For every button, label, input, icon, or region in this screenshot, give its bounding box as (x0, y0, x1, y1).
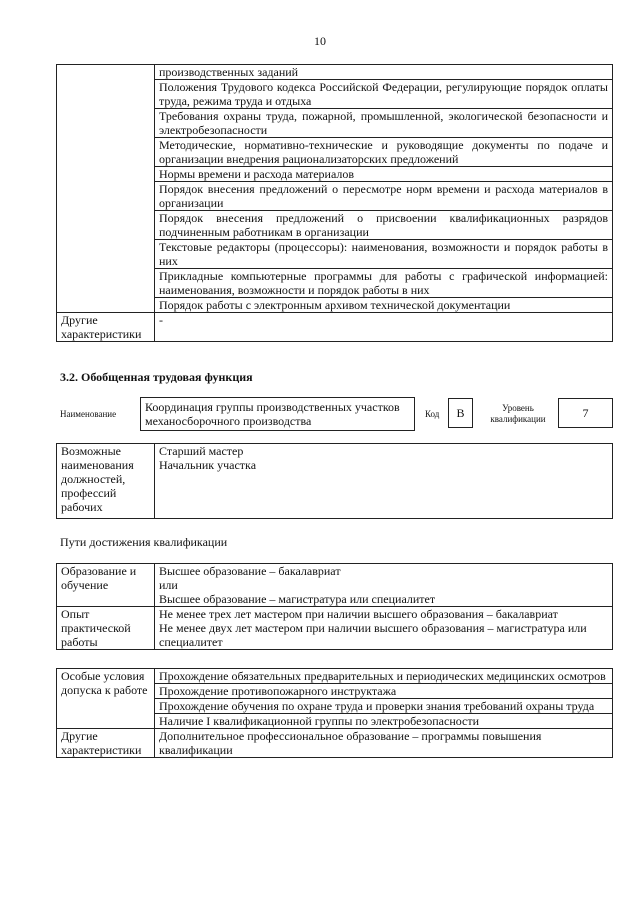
special-condition: Прохождение обучения по охране труда и проверки знания требований охраны труда (155, 699, 613, 714)
level-box: 7 (558, 398, 613, 428)
special-conditions-label: Особые условия допуска к работе (57, 669, 155, 729)
function-name-box: Координация группы производственных участков механосборочного производства (140, 397, 415, 431)
code-label: Код (425, 409, 440, 419)
education-line: или (159, 578, 178, 592)
other-characteristics-label: Другие характеристики (57, 313, 155, 342)
knowledge-label-cell (57, 65, 155, 313)
experience-label: Опыт практической работы (57, 607, 155, 650)
other-characteristics-value-2: Дополнительное профессиональное образование – программы повышения квалификации (155, 729, 613, 758)
positions-label: Возможные наименования должностей, профессий рабочих (57, 444, 155, 519)
positions-table (56, 443, 613, 519)
knowledge-row: Текстовые редакторы (процессоры): наименования, возможности и порядок работы в них (155, 240, 613, 269)
knowledge-table (56, 64, 613, 342)
experience-values (155, 607, 613, 650)
special-condition: Наличие I квалификационной группы по электробезопасности (155, 714, 613, 729)
education-values (155, 564, 613, 607)
knowledge-row: Методические, нормативно-технические и руководящие документы по подаче и организации внедрения рационализаторских предложений (155, 138, 613, 167)
knowledge-row: Порядок работы с электронным архивом технической документации (155, 298, 613, 313)
conditions-table (56, 668, 613, 758)
function-header (60, 397, 615, 433)
education-line: Высшее образование – бакалавриат (159, 564, 341, 578)
code-box: B (448, 398, 473, 428)
knowledge-row: Положения Трудового кодекса Российской Федерации, регулирующие порядок оплаты труда, режима труда и отдыха (155, 80, 613, 109)
experience-line: Не менее двух лет мастером при наличии высшего образования – магистратура или специалитет (159, 621, 587, 649)
education-line: Высшее образование – магистратура или специалитет (159, 592, 436, 606)
education-table (56, 563, 613, 650)
level-label: Уровень квалификации (490, 403, 546, 424)
knowledge-row: Порядок внесения предложений о присвоении квалификационных разрядов подчиненным работникам в организации (155, 211, 613, 240)
experience-line: Не менее трех лет мастером при наличии высшего образования – бакалавриат (159, 607, 558, 621)
knowledge-row: Требования охраны труда, пожарной, промышленной, экологической безопасности и электробезопасности (155, 109, 613, 138)
other-characteristics-label-2: Другие характеристики (57, 729, 155, 758)
qualification-paths-title: Пути достижения квалификации (60, 535, 228, 549)
page-number: 10 (314, 34, 326, 48)
knowledge-row: производственных заданий (155, 65, 613, 80)
position-item: Начальник участка (159, 458, 257, 472)
special-condition: Прохождение обязательных предварительных и периодических медицинских осмотров (155, 669, 613, 684)
knowledge-row: Порядок внесения предложений о пересмотре норм времени и расхода материалов в организации (155, 182, 613, 211)
special-condition: Прохождение противопожарного инструктажа (155, 684, 613, 699)
positions-values (155, 444, 613, 519)
name-label: Наименование (60, 409, 117, 419)
knowledge-row: Прикладные компьютерные программы для работы с графической информацией: наименования, возможности и порядок работы в них (155, 269, 613, 298)
education-label: Образование и обучение (57, 564, 155, 607)
position-item: Старший мастер (159, 444, 244, 458)
other-characteristics-value: - (155, 313, 613, 342)
knowledge-row: Нормы времени и расхода материалов (155, 167, 613, 182)
section-title: 3.2. Обобщенная трудовая функция (60, 370, 253, 384)
